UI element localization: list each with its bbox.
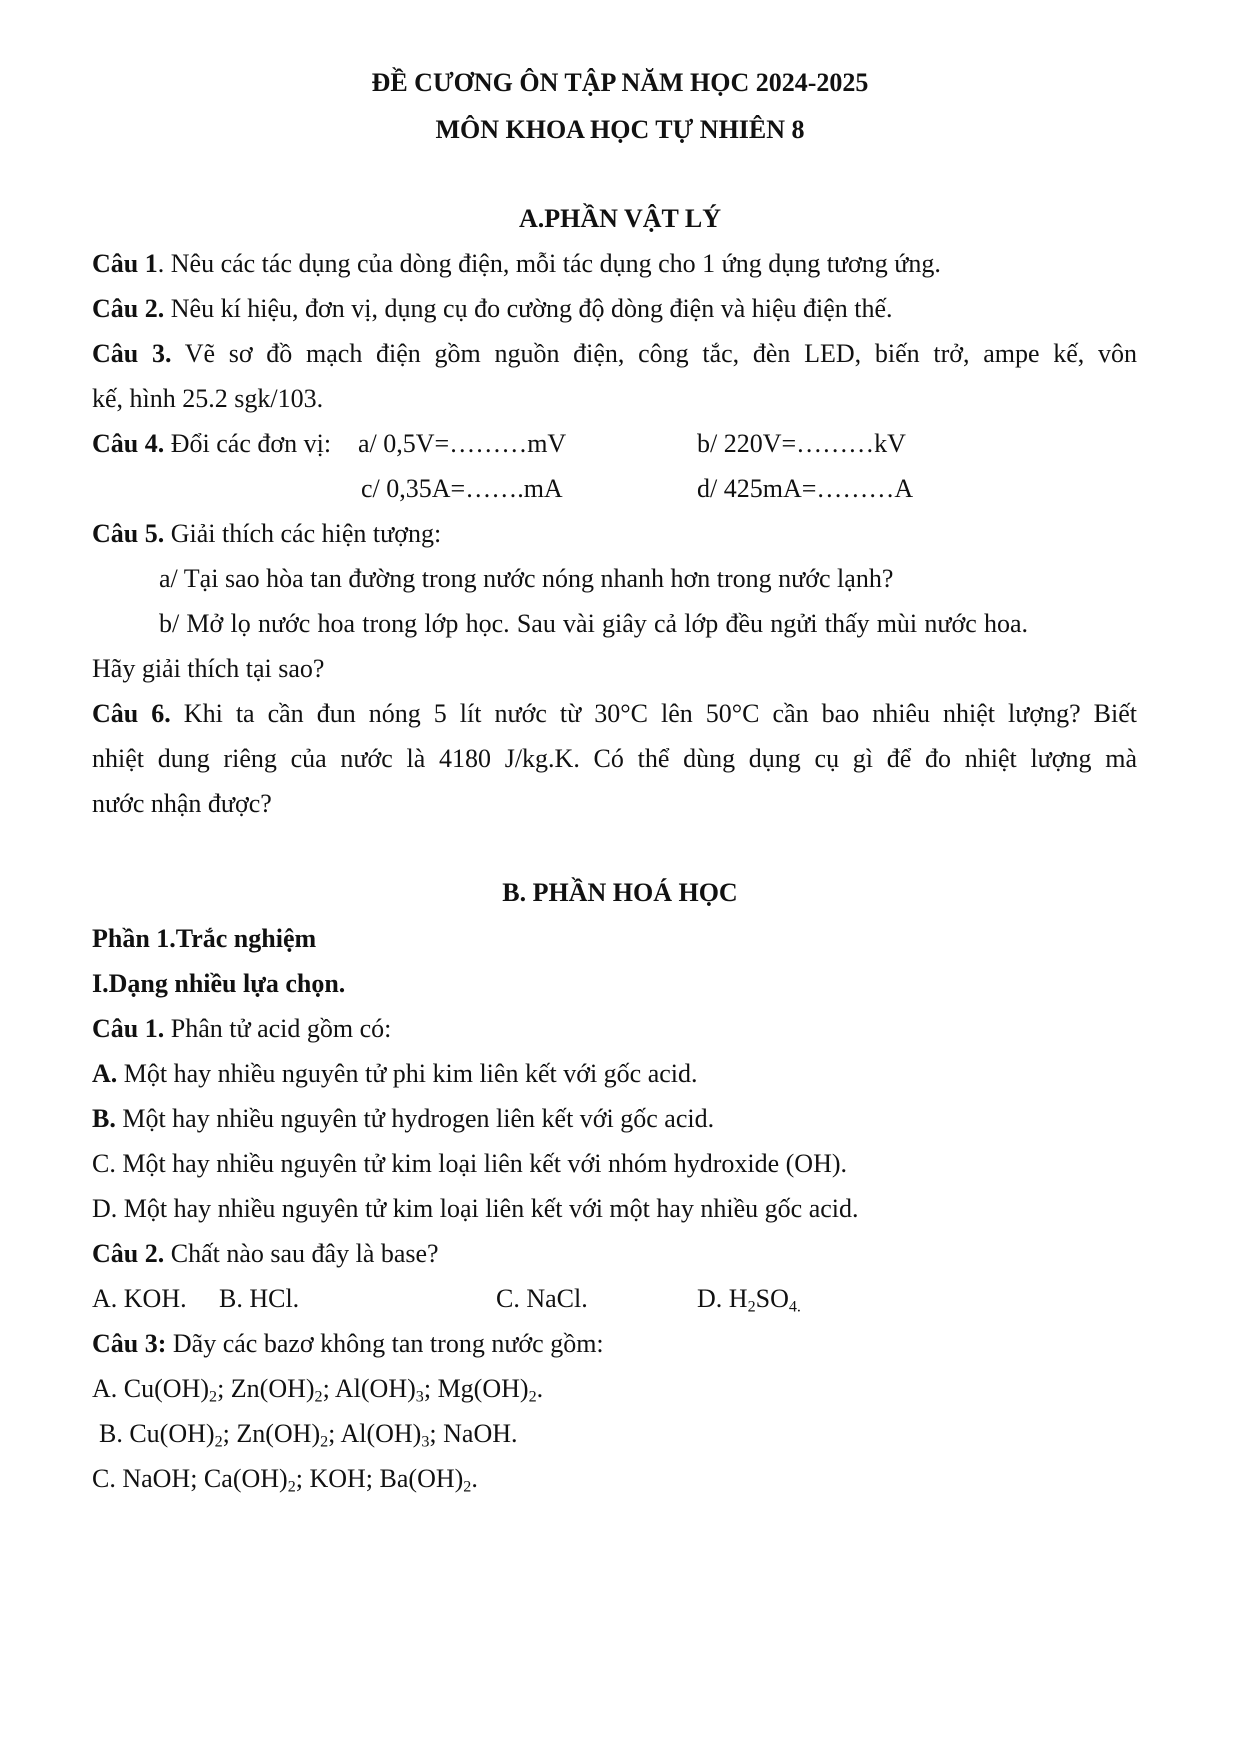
option-text: Một hay nhiều nguyên tử hydrogen liên kết với gốc acid.	[115, 1104, 715, 1133]
physics-question-6-line-2: nhiệt dung riêng của nước là 4180 J/kg.K. Có thể dùng dụng cụ gì để đo nhiệt lượng mà	[92, 744, 1137, 773]
formula-subscript: 2	[463, 1478, 472, 1496]
question-text: Phân tử acid gồm có:	[164, 1014, 392, 1043]
formula-part: .	[536, 1374, 544, 1403]
document-subtitle: MÔN KHOA HỌC TỰ NHIÊN 8	[435, 115, 805, 144]
question-5-part-a: a/ Tại sao hòa tan đường trong nước nóng nhanh hơn trong nước lạnh?	[159, 564, 894, 593]
chemistry-q3-option-b	[99, 1419, 518, 1451]
formula-subscript: 3	[415, 1388, 424, 1406]
chemistry-q3-option-c	[92, 1464, 478, 1496]
formula-part: NaOH; Ca(OH)	[122, 1464, 288, 1493]
conversion-c: c/ 0,35A=…….mA	[361, 474, 563, 503]
formula-subscript: 4.	[788, 1298, 801, 1316]
question-text: . Nêu các tác dụng của dòng điện, mỗi tác dụng cho 1 ứng dụng tương ứng.	[157, 249, 941, 278]
formula-part: SO	[755, 1284, 789, 1313]
formula-subscript: 3	[421, 1433, 430, 1451]
option-label: B.	[92, 1104, 116, 1133]
question-text: Dãy các bazơ không tan trong nước gồm:	[166, 1329, 604, 1358]
formula-part: ; NaOH.	[429, 1419, 518, 1448]
question-label: Câu 3:	[92, 1329, 167, 1358]
physics-question-5	[92, 521, 441, 547]
formula-subscript: 2	[314, 1388, 323, 1406]
physics-question-3-line-2: kế, hình 25.2 sgk/103.	[92, 384, 324, 413]
question-label: Câu 2.	[92, 1239, 165, 1268]
question-label: Câu 5.	[92, 519, 165, 548]
option-label: B.	[99, 1419, 130, 1448]
multiple-choice-heading: I.Dạng nhiều lựa chọn.	[92, 969, 346, 998]
question-text: Đổi các đơn vị:	[164, 429, 332, 458]
conversion-a: a/ 0,5V=………mV	[358, 429, 567, 458]
physics-question-3-line-1	[92, 341, 1137, 367]
formula-part: ; Mg(OH)	[423, 1374, 529, 1403]
chemistry-q1-option-b	[92, 1106, 714, 1132]
conversion-d: d/ 425mA=………A	[697, 474, 914, 503]
chemistry-q1-option-d: D. Một hay nhiều nguyên tử kim loại liên kết với một hay nhiều gốc acid.	[92, 1194, 859, 1223]
question-5-part-b-line-1: b/ Mở lọ nước hoa trong lớp học. Sau vài giây cả lớp đều ngửi thấy mùi nước hoa.	[159, 609, 1028, 638]
formula-subscript: 2	[214, 1433, 223, 1451]
formula-subscript: 2	[528, 1388, 537, 1406]
question-label: Câu 6.	[92, 699, 171, 728]
conversion-b: b/ 220V=………kV	[697, 429, 906, 458]
formula-part: Cu(OH)	[123, 1374, 209, 1403]
chemistry-q2-option-b: B. HCl.	[219, 1284, 300, 1313]
formula-subscript: 2	[320, 1433, 329, 1451]
formula-subscript: 2	[747, 1298, 756, 1316]
chemistry-q1-option-c: C. Một hay nhiều nguyên tử kim loại liên kết với nhóm hydroxide (OH).	[92, 1149, 848, 1178]
chemistry-q3-option-a	[92, 1374, 544, 1406]
option-text: Một hay nhiều nguyên tử phi kim liên kết với gốc acid.	[117, 1059, 698, 1088]
question-label: Câu 3.	[92, 339, 172, 368]
question-text: Giải thích các hiện tượng:	[164, 519, 442, 548]
physics-question-6-line-1	[92, 701, 1137, 727]
question-label: Câu 4.	[92, 429, 165, 458]
chemistry-q2-option-d	[697, 1284, 801, 1316]
physics-question-6-line-3: nước nhận được?	[92, 789, 272, 818]
chemistry-section-heading: B. PHẦN HOÁ HỌC	[502, 878, 738, 907]
physics-section-heading: A.PHẦN VẬT LÝ	[518, 204, 721, 233]
chemistry-q1-option-a	[92, 1061, 698, 1087]
question-text: Vẽ sơ đồ mạch điện gồm nguồn điện, công tắc, đèn LED, biến trở, ampe kế, vôn	[171, 339, 1137, 368]
formula-part: Cu(OH)	[129, 1419, 215, 1448]
chemistry-part-1-heading: Phần 1.Trắc nghiệm	[92, 924, 317, 953]
formula-part: ; Zn(OH)	[222, 1419, 321, 1448]
formula-part: .	[471, 1464, 478, 1493]
chemistry-question-3	[92, 1331, 604, 1357]
question-text: Nêu kí hiệu, đơn vị, dụng cụ đo cường độ dòng điện và hiệu điện thế.	[164, 294, 893, 323]
question-label: Câu 1.	[92, 1014, 165, 1043]
option-label: C.	[92, 1464, 123, 1493]
question-5-part-b-line-2: Hãy giải thích tại sao?	[92, 654, 325, 683]
document-title: ĐỀ CƯƠNG ÔN TẬP NĂM HỌC 2024-2025	[371, 68, 869, 97]
formula-part: D. H	[697, 1284, 748, 1313]
formula-part: ; KOH; Ba(OH)	[295, 1464, 464, 1493]
question-text: Chất nào sau đây là base?	[164, 1239, 439, 1268]
formula-subscript: 2	[209, 1388, 218, 1406]
physics-question-2	[92, 296, 893, 322]
question-label: Câu 1	[92, 249, 158, 278]
chemistry-question-1	[92, 1016, 391, 1042]
question-text: Khi ta cần đun nóng 5 lít nước từ 30°C lên 50°C cần bao nhiêu nhiệt lượng? Biết	[170, 699, 1137, 728]
formula-part: ; Al(OH)	[328, 1419, 422, 1448]
chemistry-q2-option-c: C. NaCl.	[496, 1284, 588, 1313]
option-label: A.	[92, 1059, 118, 1088]
chemistry-q2-option-a: A. KOH.	[92, 1284, 187, 1313]
chemistry-question-2	[92, 1241, 439, 1267]
question-label: Câu 2.	[92, 294, 165, 323]
formula-part: ; Al(OH)	[322, 1374, 416, 1403]
option-label: A.	[92, 1374, 124, 1403]
physics-question-4	[92, 431, 331, 457]
formula-part: ; Zn(OH)	[217, 1374, 315, 1403]
formula-subscript: 2	[287, 1478, 296, 1496]
physics-question-1	[92, 251, 941, 277]
